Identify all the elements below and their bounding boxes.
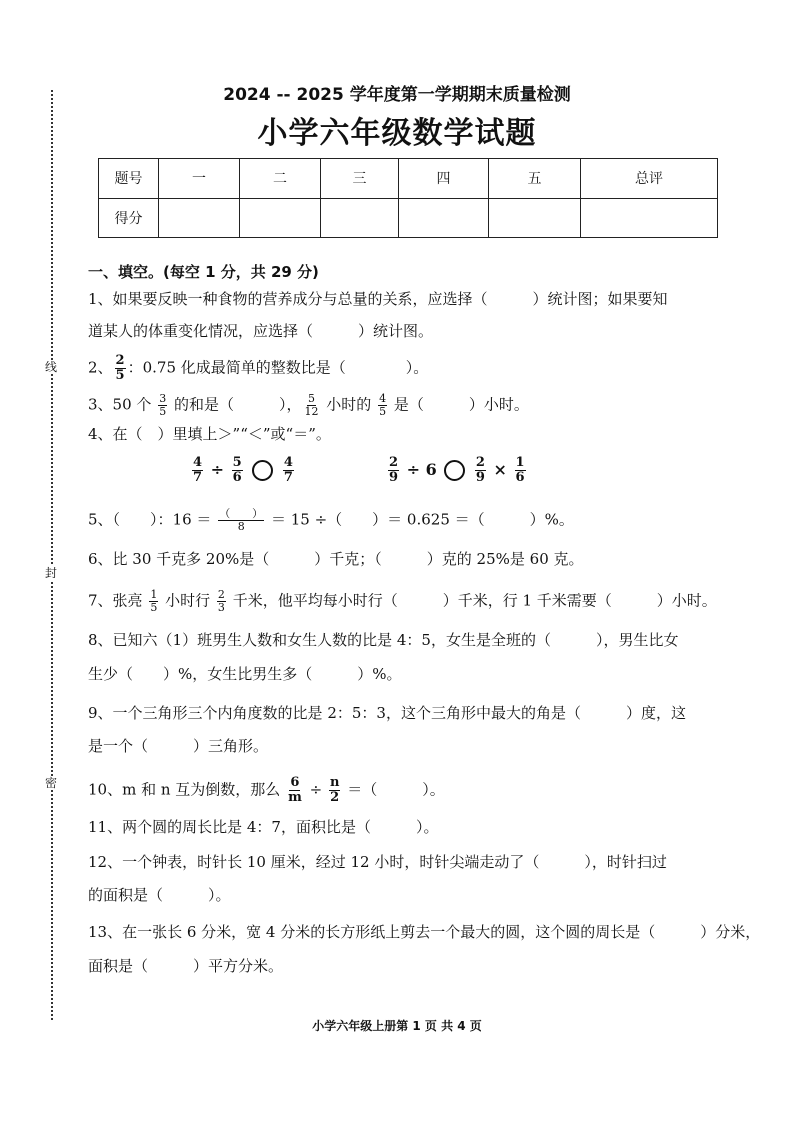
q2-lead: 2、: [88, 358, 113, 377]
cmp-left-f2-den: 6: [232, 470, 242, 485]
q5-fraction-den: 8: [237, 520, 245, 533]
cmp-left-f2: [232, 456, 243, 485]
q5-text-b: ＝ 15 ÷（ ）＝ 0.625 ＝（ ）%。: [270, 510, 574, 529]
q7-f1-den: 5: [150, 601, 158, 614]
q7-f2-den: 3: [217, 601, 225, 614]
score-blank[interactable]: [240, 198, 321, 238]
q3-fraction-2: [303, 393, 319, 418]
q10-f1-num: 6: [290, 775, 300, 790]
q4: 4、在（ ）里填上＞”“＜”或“＝”。: [88, 425, 331, 443]
q1-line2: 道某人的体重变化情况，应选择（ ）统计图。: [88, 322, 434, 340]
cmp-left-f1-num: 4: [193, 455, 203, 470]
q10-fraction-2: [329, 776, 340, 805]
q8-line1: 8、已知六（1）班男生人数和女生人数的比是 4：5，女生是全班的（ ），男生比女: [88, 631, 679, 649]
q7-text-c: 千米，他平均每小时行（ ）千米，行 1 千米需要（ ）小时。: [232, 591, 717, 610]
q3-text-d: 是（ ）小时。: [393, 395, 529, 414]
q5: [88, 508, 574, 533]
q8-line2: 生少（ ）%，女生比男生多（ ）%。: [88, 665, 402, 683]
section1-heading: 一、填空。(每空 1 分，共 29 分): [88, 263, 319, 281]
cmp-left-op: ÷: [210, 460, 225, 479]
cmp-right-f3-den: 6: [515, 470, 525, 485]
q3-text-c: 小时的: [326, 395, 372, 414]
cmp-right-f3-num: 1: [515, 455, 525, 470]
q10-op: ÷: [309, 780, 323, 799]
q7-fraction-1: [149, 589, 158, 614]
score-cell-label: 题号: [99, 159, 159, 199]
q10-fraction-1: [287, 776, 303, 805]
q10-f2-num: n: [329, 775, 340, 790]
q5-text-a: 5、（ ）：16 ＝: [88, 510, 212, 529]
q12-line2: 的面积是（ ）。: [88, 886, 231, 904]
score-table: [98, 158, 718, 238]
score-row-label: 得分: [99, 198, 159, 238]
q3-f1-den: 5: [159, 405, 167, 418]
binding-char-xian: 线: [40, 360, 62, 374]
q7: [88, 589, 717, 614]
compare-circle[interactable]: [252, 460, 273, 481]
q10: [88, 776, 445, 805]
exam-subtitle: 2024 -- 2025 学年度第一学期期末质量检测: [223, 85, 571, 105]
q3-text-a: 3、50 个: [88, 395, 152, 414]
q3-fraction-3: [378, 393, 387, 418]
q7-f1-num: 1: [150, 588, 158, 601]
compare-circle[interactable]: [444, 460, 465, 481]
cmp-right-f1: [388, 456, 399, 485]
score-blank[interactable]: [321, 198, 399, 238]
cmp-right-f2: [475, 456, 486, 485]
q3-f3-num: 4: [379, 392, 387, 405]
q2-fraction-num: 2: [115, 353, 125, 368]
q2-fraction: [115, 354, 126, 383]
q9-line2: 是一个（ ）三角形。: [88, 737, 269, 755]
cmp-left-f3: [283, 456, 294, 485]
cmp-right-f2-den: 9: [475, 470, 485, 485]
score-blank[interactable]: [581, 198, 718, 238]
q3-f2-num: 5: [307, 392, 315, 405]
q13-line1: 13、在一张长 6 分米，宽 4 分米的长方形纸上剪去一个最大的圆，这个圆的周长是（ ）分米，: [88, 923, 761, 941]
score-table-header-row: [99, 159, 718, 199]
cmp-left-f3-den: 7: [283, 470, 293, 485]
q3-text-b: 的和是（ ），: [173, 395, 302, 414]
q12-line1: 12、一个钟表，时针长 10 厘米，经过 12 小时，时针尖端走动了（ ），时针扫过: [88, 853, 667, 871]
score-cell-q5: 五: [489, 159, 581, 199]
score-table-score-row: [99, 198, 718, 238]
compare-left: [190, 456, 296, 485]
q3-f3-den: 5: [379, 405, 387, 418]
q10-f1-den: m: [288, 790, 302, 805]
q10-text-a: 10、m 和 n 互为倒数，那么: [88, 780, 281, 799]
cmp-right-f1-num: 2: [389, 455, 399, 470]
q7-text-b: 小时行: [165, 591, 211, 610]
binding-dotted-line: [51, 90, 53, 1020]
score-cell-total: 总评: [581, 159, 718, 199]
binding-char-feng: 封: [40, 566, 62, 580]
q10-f2-den: 2: [330, 790, 340, 805]
q3-fraction-1: [158, 393, 167, 418]
q7-fraction-2: [217, 589, 226, 614]
cmp-right-op2: ×: [493, 460, 507, 479]
q6: 6、比 30 千克多 20%是（ ）千克；（ ）克的 25%是 60 克。: [88, 550, 584, 568]
compare-right: [386, 456, 528, 485]
q11: 11、两个圆的周长比是 4：7，面积比是（ ）。: [88, 818, 439, 836]
score-cell-q2: 二: [240, 159, 321, 199]
cmp-left-f1-den: 7: [193, 470, 203, 485]
cmp-left-f1: [192, 456, 203, 485]
q5-fraction: [218, 508, 264, 533]
score-cell-q1: 一: [159, 159, 240, 199]
q3-f2-den: 12: [304, 405, 319, 418]
cmp-left-f3-num: 4: [283, 455, 293, 470]
cmp-right-f1-den: 9: [389, 470, 399, 485]
q10-text-b: ＝（ ）。: [347, 780, 445, 799]
score-cell-q3: 三: [321, 159, 399, 199]
q1-line1: 1、如果要反映一种食物的营养成分与总量的关系，应选择（ ）统计图；如果要知: [88, 290, 668, 308]
page-footer: 小学六年级上册第 1 页 共 4 页: [312, 1019, 482, 1033]
q2-rest: ：0.75 化成最简单的整数比是（ ）。: [127, 358, 429, 377]
binding-char-mi: 密: [40, 776, 62, 790]
q7-f2-num: 2: [217, 588, 225, 601]
score-cell-q4: 四: [399, 159, 489, 199]
q3-f1-num: 3: [159, 392, 167, 405]
q2: [88, 354, 428, 383]
score-blank[interactable]: [159, 198, 240, 238]
exam-title: 小学六年级数学试题: [257, 116, 537, 151]
cmp-right-op: ÷ 6: [406, 460, 437, 479]
q3: [88, 393, 529, 418]
cmp-right-f3: [515, 456, 526, 485]
score-blank[interactable]: [489, 198, 581, 238]
q9-line1: 9、一个三角形三个内角度数的比是 2：5：3，这个三角形中最大的角是（ ）度，这: [88, 704, 686, 722]
cmp-left-f2-num: 5: [232, 455, 242, 470]
cmp-right-f2-num: 2: [475, 455, 485, 470]
q5-fraction-blank[interactable]: （ ）: [219, 507, 264, 520]
q7-text-a: 7、张亮: [88, 591, 143, 610]
q13-line2: 面积是（ ）平方分米。: [88, 957, 284, 975]
q2-fraction-den: 5: [115, 368, 125, 383]
score-blank[interactable]: [399, 198, 489, 238]
